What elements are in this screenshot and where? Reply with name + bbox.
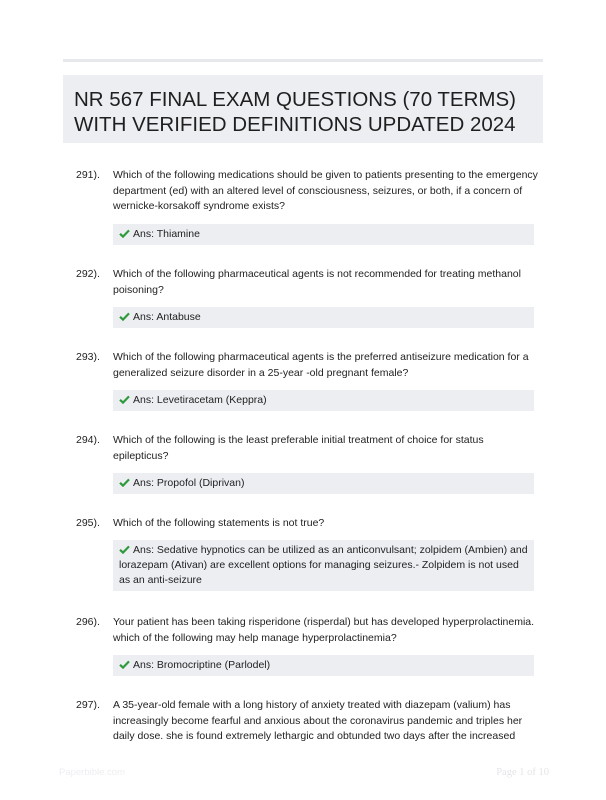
question-number: 293). xyxy=(76,351,100,363)
answer-text: Ans: Propofol (Diprivan) xyxy=(133,477,245,489)
answer-box xyxy=(113,224,534,245)
question-text: Which of the following pharmaceutical agents is the preferred antiseizure medication for a generalized seizure disorder in a 25-year -old pregnant female? xyxy=(113,351,529,379)
checkmark-icon xyxy=(119,395,130,404)
question-number: 291). xyxy=(76,169,100,181)
checkmark-icon xyxy=(119,478,130,487)
question-text: Which of the following is the least preferable initial treatment of choice for status epilepticus? xyxy=(113,434,484,462)
answer-text: Ans: Thiamine xyxy=(133,228,200,240)
question-number: 296). xyxy=(76,616,100,628)
question-text: Which of the following medications should be given to patients presenting to the emergency department (ed) with an altered level of consciousness, seizures, or both, if a concern of wernicke-korsakoff syndrome exists? xyxy=(113,169,538,212)
question-number: 294). xyxy=(76,434,100,446)
answer-box xyxy=(113,540,534,591)
question-number: 297). xyxy=(76,699,100,711)
title-line-1: NR 567 FINAL EXAM QUESTIONS (70 TERMS) xyxy=(74,88,516,111)
question-number: 295). xyxy=(76,517,100,529)
answer-box xyxy=(113,655,534,676)
answer-text: Ans: Bromocriptine (Parlodel) xyxy=(133,659,271,671)
question-text: Which of the following pharmaceutical agents is not recommended for treating methanol poisoning? xyxy=(113,268,521,296)
question-text: Your patient has been taking risperidone (risperdal) but has developed hyperprolactinemia. which of the following may help manage hyperprolactinemia? xyxy=(113,616,535,644)
answer-box xyxy=(113,307,534,328)
document-title xyxy=(63,75,543,143)
answer-text: Ans: Levetiracetam (Keppra) xyxy=(133,394,267,406)
question-number: 292). xyxy=(76,268,100,280)
answer-text: Ans: Sedative hypnotics can be utilized as an anticonvulsant; zolpidem (Ambien) and lorazepam (Ativan) are excellent options for managing seizures.- Zolpidem is not used as an anti-seizure xyxy=(119,544,528,586)
top-divider xyxy=(63,59,543,62)
answer-box xyxy=(113,390,534,411)
checkmark-icon xyxy=(119,660,130,669)
question-text: A 35-year-old female with a long history of anxiety treated with diazepam (valium) has increasingly become fearful and anxious about the coronavirus pandemic and triples her daily dose. she is found extremely lethargic and obtunded two days after the increased xyxy=(113,699,523,742)
footer-site-watermark: Paperbible.com xyxy=(59,767,126,778)
question-text: Which of the following statements is not true? xyxy=(113,517,325,529)
page-number: Page 1 of 10 xyxy=(496,767,549,778)
checkmark-icon xyxy=(119,545,130,554)
checkmark-icon xyxy=(119,229,130,238)
answer-text: Ans: Antabuse xyxy=(133,311,201,323)
answer-box xyxy=(113,473,534,494)
title-line-2: WITH VERIFIED DEFINITIONS UPDATED 2024 xyxy=(74,113,516,136)
checkmark-icon xyxy=(119,312,130,321)
